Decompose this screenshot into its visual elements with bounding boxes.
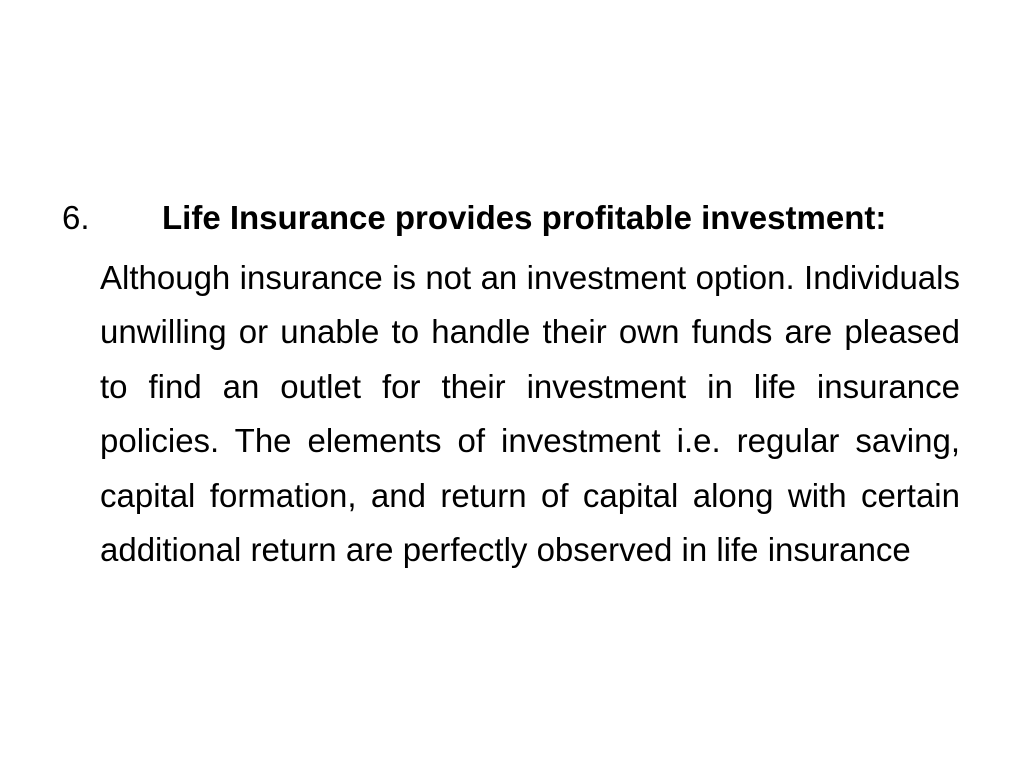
point-title: Life Insurance provides profitable investment: — [162, 199, 887, 236]
point-heading — [62, 191, 960, 246]
slide-content — [62, 191, 960, 578]
point-body: Although insurance is not an investment option. Individuals unwilling or unable to handle their own funds are pleased to find an outlet for their investment in life insurance policies. The elements of investment i.e. regular saving, capital formation, and return of capital along with certain additional return are perfectly observed in life insurance — [100, 258, 960, 568]
point-number: 6. — [62, 199, 90, 236]
